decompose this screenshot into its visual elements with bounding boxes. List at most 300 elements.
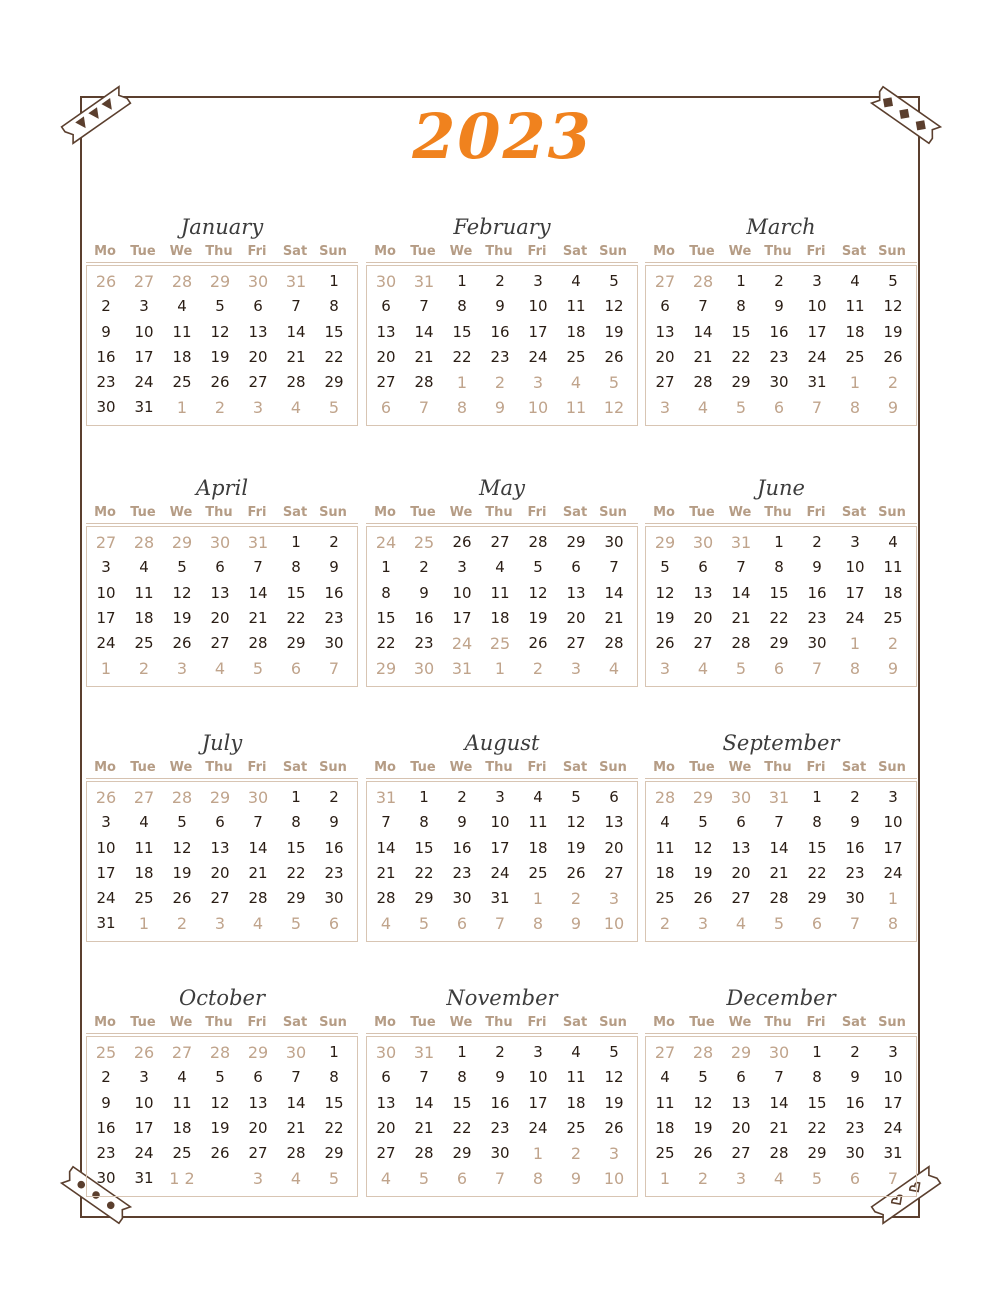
day-cell: 27 [248,373,268,392]
day-cell: 12 [210,322,230,341]
day-cell: 8 [419,813,429,832]
adjacent-month-day: 3 [659,398,671,418]
week-row [87,555,357,580]
week-row [646,1141,916,1166]
day-cell: 29 [566,533,586,551]
day-cell: 9 [457,813,467,832]
week-row [646,555,916,580]
day-cell: 11 [655,1093,675,1112]
day-cell: 3 [101,813,111,832]
adjacent-month-day: 27 [133,272,155,291]
adjacent-month-day: 6 [811,914,823,934]
weekday-label: Sat [562,505,588,520]
adjacent-month-day: 2 [697,1169,709,1189]
adjacent-month-day: 7 [811,398,823,418]
weekday-label: Mo [374,244,396,259]
day-cell: 28 [693,373,713,392]
adjacent-month-day: 5 [811,1169,823,1189]
day-cell: 13 [731,1093,751,1112]
day-cell: 23 [845,1118,865,1137]
day-cell: 12 [693,838,713,857]
weekday-header [86,242,358,263]
month-calendar [366,728,638,942]
day-cell: 1 [812,788,822,806]
adjacent-month-day: 3 [214,914,226,934]
day-cell: 21 [604,608,624,627]
day-cell: 12 [210,1093,230,1112]
adjacent-month-day: 4 [608,659,620,679]
weekday-label: Mo [374,1015,396,1030]
day-cell: 26 [604,1118,624,1137]
day-cell: 20 [248,1118,268,1137]
day-cell: 21 [414,1118,434,1137]
day-cell: 14 [731,583,751,602]
day-cell: 18 [172,347,192,366]
day-cell: 15 [807,838,827,857]
weekday-label: Sat [562,244,588,259]
day-cell: 24 [845,608,865,627]
week-row [646,1040,916,1065]
adjacent-month-day: 5 [608,373,620,393]
day-cell: 8 [329,297,339,316]
weekday-label: Sat [841,760,867,775]
day-cell: 9 [850,813,860,832]
day-cell: 19 [693,1118,713,1137]
week-row [367,1040,637,1065]
adjacent-month-day: 30 [285,1043,307,1062]
adjacent-month-day: 26 [133,1043,155,1062]
day-cell: 6 [736,813,746,832]
day-cell: 14 [376,838,396,857]
day-cell: 28 [286,373,306,392]
day-cell: 19 [172,863,192,882]
day-cell: 1 [419,788,429,806]
adjacent-month-day: 2 [887,634,899,654]
day-cell: 6 [253,297,263,316]
day-cell: 20 [248,347,268,366]
day-cell: 3 [850,533,860,551]
day-cell: 26 [883,347,903,366]
day-cell: 26 [172,634,192,653]
adjacent-month-day: 29 [171,533,193,552]
day-cell: 27 [490,533,510,551]
week-row [367,1091,637,1116]
day-cell: 8 [812,1068,822,1087]
week-row [367,1116,637,1141]
adjacent-month-day: 5 [252,659,264,679]
day-cell: 5 [698,813,708,832]
weekday-label: Tue [689,1015,715,1030]
weekday-label: Thu [205,505,233,520]
weekday-label: Tue [130,505,156,520]
adjacent-month-day: 30 [209,533,231,552]
day-cell: 17 [96,608,116,627]
adjacent-month-day: 9 [570,1169,582,1189]
week-row [646,1091,916,1116]
day-cell: 20 [376,347,396,366]
weekday-label: Sun [599,244,627,259]
day-cell: 22 [731,347,751,366]
weekday-label: We [449,244,473,259]
day-cell: 17 [528,322,548,341]
month-calendar [86,728,358,942]
day-cell: 15 [731,322,751,341]
day-cell: 20 [655,347,675,366]
adjacent-month-day: 27 [133,788,155,807]
day-cell: 24 [134,1144,154,1163]
week-row [87,1040,357,1065]
day-cell: 5 [533,558,543,577]
adjacent-month-day: 30 [375,1043,397,1062]
week-row [87,656,357,681]
week-row [646,581,916,606]
adjacent-month-day: 4 [697,659,709,679]
day-cell: 13 [248,1093,268,1112]
week-row [646,320,916,345]
day-cell: 27 [731,889,751,908]
day-cell: 4 [139,813,149,832]
day-cell: 18 [528,838,548,857]
adjacent-month-day: 1 [532,1144,544,1164]
adjacent-month-day: 9 [570,914,582,934]
day-cell: 5 [571,788,581,806]
day-cell: 23 [96,373,116,392]
adjacent-month-day: 28 [171,272,193,291]
adjacent-month-day: 28 [692,272,714,291]
weekday-label: Thu [764,760,792,775]
day-cell: 1 [329,1043,339,1061]
week-row [367,785,637,810]
weekday-label: Sun [319,1015,347,1030]
adjacent-month-day: 4 [290,1169,302,1189]
adjacent-month-day: 12 [603,398,625,418]
day-cell: 17 [883,838,903,857]
adjacent-month-day: 2 [570,1144,582,1164]
day-cell: 10 [883,813,903,832]
day-cell: 2 [419,558,429,577]
day-cell: 18 [172,1118,192,1137]
day-cell: 19 [172,608,192,627]
month-calendar [86,473,358,687]
day-cell: 15 [807,1093,827,1112]
day-cell: 19 [604,322,624,341]
day-cell: 11 [655,838,675,857]
day-cell: 18 [883,583,903,602]
weekday-label: We [728,1015,752,1030]
day-cell: 14 [693,322,713,341]
day-cell: 24 [807,347,827,366]
day-cell: 18 [845,322,865,341]
day-grid [366,526,638,687]
day-cell: 16 [807,583,827,602]
month-name: September [722,731,840,755]
day-cell: 24 [528,347,548,366]
day-cell: 11 [172,1093,192,1112]
day-cell: 26 [566,863,586,882]
day-cell: 6 [609,788,619,806]
adjacent-month-day: 29 [375,659,397,679]
day-cell: 6 [698,558,708,577]
adjacent-month-day: 27 [171,1043,193,1062]
adjacent-month-day: 10 [603,1169,625,1189]
adjacent-month-day: 9 [887,659,899,679]
day-cell: 30 [452,889,472,908]
day-cell: 3 [888,788,898,806]
adjacent-month-day: 1 [176,398,188,418]
weekday-label: We [169,505,193,520]
day-cell: 14 [414,322,434,341]
week-row [87,861,357,886]
day-cell: 22 [324,1118,344,1137]
adjacent-month-day: 5 [328,1169,340,1189]
day-cell: 10 [96,583,116,602]
adjacent-month-day: 28 [133,533,155,552]
day-cell: 14 [248,583,268,602]
day-cell: 4 [177,297,187,316]
adjacent-month-day: 6 [849,1169,861,1189]
weekday-header [645,503,917,524]
year-title: 2023 [412,100,593,173]
month-calendar [645,983,917,1197]
day-cell: 3 [533,1043,543,1061]
day-cell: 24 [883,863,903,882]
adjacent-month-day: 26 [95,788,117,807]
weekday-header [86,1013,358,1034]
adjacent-month-day: 31 [247,533,269,552]
day-cell: 28 [604,634,624,653]
week-row [87,1065,357,1090]
week-row [87,606,357,631]
day-cell: 22 [414,863,434,882]
day-cell: 5 [177,813,187,832]
weekday-label: Tue [689,505,715,520]
week-row [646,530,916,555]
adjacent-month-day: 2 [176,914,188,934]
day-cell: 10 [528,1068,548,1087]
adjacent-month-day: 6 [456,914,468,934]
adjacent-month-day: 7 [811,659,823,679]
day-cell: 25 [845,347,865,366]
adjacent-month-day: 29 [730,1043,752,1062]
day-cell: 20 [210,608,230,627]
day-cell: 23 [452,863,472,882]
day-cell: 15 [376,608,396,627]
weekday-label: Fri [247,1015,267,1030]
week-row [87,320,357,345]
day-cell: 21 [248,863,268,882]
day-grid [366,265,638,426]
day-cell: 13 [376,1093,396,1112]
day-cell: 20 [566,608,586,627]
weekday-label: Fri [247,760,267,775]
day-grid [645,265,917,426]
day-cell: 15 [324,322,344,341]
day-cell: 3 [533,272,543,290]
week-row [646,1166,916,1191]
day-cell: 9 [101,322,111,341]
day-cell: 7 [609,558,619,577]
weekday-label: Mo [94,1015,116,1030]
week-row [367,1166,637,1191]
day-cell: 7 [381,813,391,832]
day-cell: 22 [286,863,306,882]
day-cell: 26 [452,533,472,551]
day-cell: 27 [566,634,586,653]
day-cell: 18 [490,608,510,627]
weekday-label: We [169,760,193,775]
day-cell: 27 [210,889,230,908]
day-cell: 13 [210,838,230,857]
day-cell: 29 [324,1144,344,1163]
day-cell: 7 [736,558,746,577]
day-cell: 24 [96,634,116,653]
day-cell: 25 [134,634,154,653]
weekday-label: Sun [319,244,347,259]
day-cell: 30 [845,1144,865,1163]
month-calendar [366,212,638,426]
day-cell: 20 [210,863,230,882]
day-cell: 13 [566,583,586,602]
adjacent-month-day: 30 [247,272,269,291]
adjacent-month-day: 5 [418,914,430,934]
adjacent-month-day: 3 [659,659,671,679]
day-cell: 9 [329,558,339,577]
day-cell: 30 [324,889,344,908]
day-cell: 27 [604,863,624,882]
day-cell: 24 [134,373,154,392]
weekday-header [366,1013,638,1034]
adjacent-month-day: 8 [532,1169,544,1189]
day-cell: 6 [660,297,670,316]
month-name: February [453,215,551,239]
weekday-label: Sun [878,760,906,775]
adjacent-month-day: 1 2 [169,1169,195,1189]
day-cell: 4 [533,788,543,806]
week-row [646,370,916,395]
adjacent-month-day: 25 [489,634,511,654]
day-cell: 19 [655,608,675,627]
day-cell: 23 [414,634,434,653]
day-cell: 31 [134,398,154,417]
week-row [87,836,357,861]
adjacent-month-day: 28 [171,788,193,807]
adjacent-month-day: 31 [768,788,790,807]
day-cell: 13 [693,583,713,602]
day-cell: 9 [495,297,505,316]
adjacent-month-day: 5 [418,1169,430,1189]
adjacent-month-day: 4 [570,373,582,393]
day-cell: 28 [414,373,434,392]
adjacent-month-day: 1 [659,1169,671,1189]
week-row [367,631,637,656]
day-cell: 5 [215,297,225,316]
day-cell: 10 [452,583,472,602]
weekday-label: Mo [653,1015,675,1030]
week-row [87,886,357,911]
day-cell: 13 [376,322,396,341]
weekday-label: Mo [374,760,396,775]
day-cell: 28 [248,634,268,653]
weekday-label: Mo [653,244,675,259]
month-name: June [757,476,805,500]
day-cell: 17 [96,863,116,882]
day-cell: 21 [769,863,789,882]
weekday-header [645,758,917,779]
day-cell: 27 [248,1144,268,1163]
week-row [87,395,357,420]
day-grid [366,781,638,942]
day-cell: 25 [172,373,192,392]
adjacent-month-day: 1 [849,373,861,393]
day-cell: 5 [609,1043,619,1061]
adjacent-month-day: 2 [214,398,226,418]
day-cell: 10 [528,297,548,316]
day-cell: 16 [324,583,344,602]
weekday-label: Thu [205,760,233,775]
day-cell: 2 [495,1043,505,1061]
adjacent-month-day: 3 [176,659,188,679]
day-cell: 11 [528,813,548,832]
day-cell: 8 [329,1068,339,1087]
month-calendar [366,983,638,1197]
adjacent-month-day: 30 [413,659,435,679]
month-calendar [366,473,638,687]
day-cell: 12 [693,1093,713,1112]
adjacent-month-day: 29 [692,788,714,807]
day-cell: 7 [698,297,708,316]
month-name: May [479,476,525,500]
day-cell: 17 [490,838,510,857]
adjacent-month-day: 3 [608,1144,620,1164]
day-cell: 19 [528,608,548,627]
day-cell: 30 [845,889,865,908]
day-cell: 24 [883,1118,903,1137]
day-cell: 17 [134,347,154,366]
day-cell: 16 [845,1093,865,1112]
weekday-label: We [728,760,752,775]
adjacent-month-day: 2 [887,373,899,393]
weekday-label: Fri [806,244,826,259]
day-cell: 10 [490,813,510,832]
day-cell: 16 [96,1118,116,1137]
week-row [87,581,357,606]
week-row [646,836,916,861]
day-cell: 7 [774,813,784,832]
adjacent-month-day: 30 [375,272,397,291]
day-cell: 21 [731,608,751,627]
weekday-label: Thu [485,760,513,775]
weekday-label: Fri [806,1015,826,1030]
month-name: March [746,215,816,239]
weekday-label: Sat [282,505,308,520]
day-cell: 29 [414,889,434,908]
weekday-label: Sat [562,760,588,775]
day-cell: 17 [807,322,827,341]
day-cell: 15 [452,322,472,341]
day-cell: 23 [845,863,865,882]
weekday-header [366,503,638,524]
weekday-label: Fri [527,244,547,259]
day-cell: 8 [457,1068,467,1087]
day-cell: 3 [888,1043,898,1061]
day-cell: 28 [731,634,751,653]
day-cell: 23 [324,863,344,882]
day-cell: 18 [566,1093,586,1112]
adjacent-month-day: 2 [138,659,150,679]
day-cell: 19 [566,838,586,857]
month-calendar [645,728,917,942]
day-cell: 29 [452,1144,472,1163]
